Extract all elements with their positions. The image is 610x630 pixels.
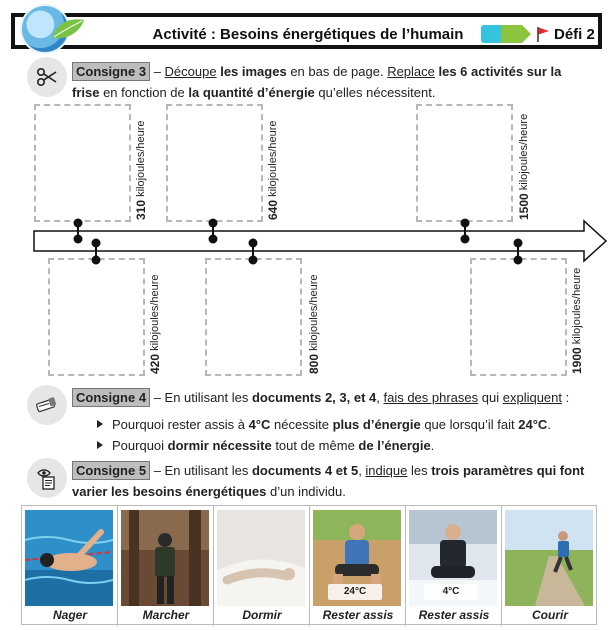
- photo-card-dormir[interactable]: [214, 506, 310, 626]
- photo-label: Courir: [532, 608, 568, 622]
- header-banner: [11, 13, 602, 49]
- energy-label-top-1: 310 kilojoules/heure: [134, 120, 148, 220]
- energy-label-bottom-1: 420 kilojoules/heure: [148, 274, 162, 374]
- defi-label: Défi 2: [554, 26, 595, 43]
- activity-photo-strip: [21, 505, 597, 625]
- temperature-badge: 24°C: [328, 584, 382, 600]
- consigne-3-text: Consigne 3 – Découpe les images en bas de page. Replace les 6 activités sur la frise en fonction de la quantité d’énergie qu’elles nécessitent.: [72, 64, 562, 100]
- energy-label-top-3: 1500 kilojoules/heure: [517, 113, 531, 220]
- scissors-icon: [27, 57, 67, 97]
- eye-document-icon: [27, 458, 67, 498]
- energy-label-bottom-3: 1900 kilojoules/heure: [570, 267, 584, 374]
- consigne-4-label: Consigne 4: [72, 388, 150, 407]
- drop-slot-top-3[interactable]: [416, 104, 513, 222]
- bullet-item: Pourquoi rester assis à 4°C nécessite plus d’énergie que lorsqu’il fait 24°C.: [95, 414, 551, 435]
- photo-card-courir[interactable]: [502, 506, 598, 626]
- timeline-marker-top-3: [461, 219, 470, 244]
- photo-card-nager[interactable]: [22, 506, 118, 626]
- consigne-5-label: Consigne 5: [72, 461, 150, 480]
- page-title: Activité : Besoins énergétiques de l’humain: [152, 26, 464, 43]
- drop-slot-bottom-2[interactable]: [205, 258, 302, 376]
- tag-icon: [481, 25, 529, 43]
- consigne-3-label: Consigne 3: [72, 62, 150, 81]
- flag-icon: [536, 26, 550, 43]
- photo-label: Rester assis: [418, 608, 490, 622]
- photo-label: Rester assis: [322, 608, 394, 622]
- photo-label: Marcher: [142, 608, 190, 622]
- consigne-5-text: Consigne 5 – En utilisant les documents 4 et 5, indique les trois paramètres qui font varier les besoins énergétiques d’un individu.: [72, 463, 585, 499]
- photo-label: Dormir: [242, 608, 282, 622]
- photo-card-rester-assis-24[interactable]: [310, 506, 406, 626]
- photo-card-marcher[interactable]: [118, 506, 214, 626]
- phrase-eraser-icon: [27, 385, 67, 425]
- drop-slot-bottom-3[interactable]: [470, 258, 567, 376]
- temperature-badge: 4°C: [424, 584, 478, 600]
- drop-slot-top-2[interactable]: [166, 104, 263, 222]
- photo-label: Nager: [52, 608, 87, 622]
- energy-label-bottom-2: 800 kilojoules/heure: [307, 274, 321, 374]
- swimmer-image: [25, 510, 113, 606]
- bullet-item: Pourquoi dormir nécessite tout de même de l’énergie.: [95, 435, 551, 456]
- drop-slot-bottom-1[interactable]: [48, 258, 145, 376]
- logo-icon: [20, 4, 70, 54]
- sleeper-image: [217, 510, 305, 606]
- runner-image: [505, 510, 593, 606]
- photo-card-rester-assis-4[interactable]: [406, 506, 502, 626]
- drop-slot-top-1[interactable]: [34, 104, 131, 222]
- consigne-4-bullets: [95, 414, 551, 456]
- timeline-marker-top-2: [209, 219, 218, 244]
- walker-image: [121, 510, 209, 606]
- timeline-marker-top-1: [74, 219, 83, 244]
- energy-label-top-2: 640 kilojoules/heure: [266, 120, 280, 220]
- consigne-4-text: Consigne 4 – En utilisant les documents 2, 3, et 4, fais des phrases qui expliquent :: [72, 387, 592, 408]
